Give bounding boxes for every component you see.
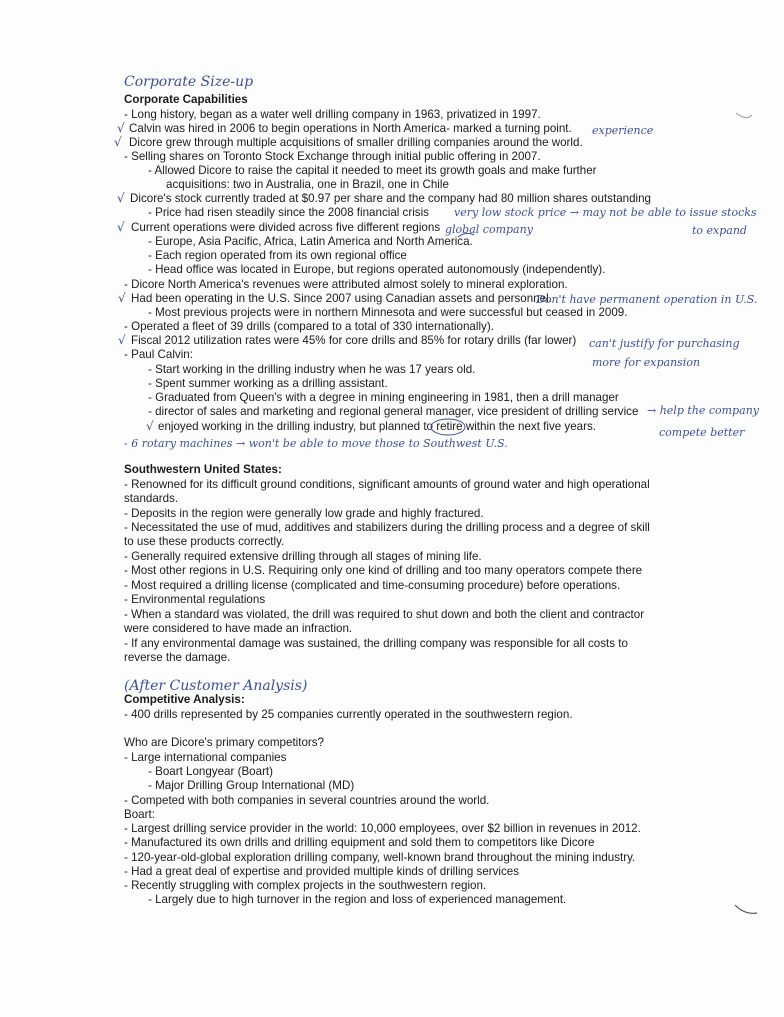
handwritten-note: experience: [592, 124, 654, 137]
section-heading: Southwestern United States:: [124, 463, 282, 476]
text-line: - Necessitated the use of mud, additives and stabilizers during the drilling process and a degree of skill: [124, 521, 650, 534]
handwritten-note: compete better: [659, 426, 745, 439]
text-line: - Selling shares on Toronto Stock Exchange through initial public offering in 2007.: [124, 150, 541, 163]
text-line: - Environmental regulations: [124, 593, 266, 606]
text-line: - Most required a drilling license (complicated and time-consuming procedure) before operations.: [124, 579, 621, 592]
text-line: - Boart Longyear (Boart): [148, 765, 274, 778]
pen-stroke-mark: [458, 233, 474, 237]
text-line: - director of sales and marketing and regional general manager, vice president of drilling service: [148, 405, 639, 418]
text-line: to use these products correctly.: [124, 535, 285, 548]
text-line: - Each region operated from its own regional office: [148, 249, 407, 262]
text-line: Dicore grew through multiple acquisitions of smaller drilling companies around the world.: [129, 136, 583, 149]
handwritten-note: to expand: [692, 224, 747, 237]
handwritten-note: can't justify for purchasing: [589, 337, 740, 350]
text-line: enjoyed working in the drilling industry, but planned to retire within the next five years.: [158, 420, 597, 433]
page-edge-mark-bottom: [735, 905, 757, 913]
text-line: - Paul Calvin:: [124, 348, 193, 361]
text-line: - Competed with both companies in several countries around the world.: [124, 794, 490, 807]
checkmark-icon: √: [117, 220, 125, 234]
text-line: - Allowed Dicore to raise the capital it needed to meet its growth goals and make further: [148, 164, 597, 177]
text-line: - Generally required extensive drilling through all stages of mining life.: [124, 550, 482, 563]
text-line: - Renowned for its difficult ground conditions, significant amounts of ground water and high operational: [124, 478, 650, 491]
text-line: - 120-year-old-global exploration drilling company, well-known brand throughout the mining industry.: [124, 851, 636, 864]
text-line: - Graduated from Queen's with a degree in mining engineering in 1981, then a drill manager: [148, 391, 619, 404]
text-line: Dicore's stock currently traded at $0.97 per share and the company had 80 million shares outstanding: [130, 192, 652, 205]
circle-retire-mark: [431, 419, 465, 435]
text-line: Fiscal 2012 utilization rates were 45% for core drills and 85% for rotary drills (far lower): [131, 334, 577, 347]
handwritten-note: very low stock price → may not be able to issue stocks: [454, 206, 757, 219]
handwritten-note: more for expansion: [592, 356, 701, 369]
text-line: - Spent summer working as a drilling assistant.: [148, 377, 388, 390]
text-line: - Most other regions in U.S. Requiring only one kind of drilling and too many operators compete there: [124, 564, 643, 577]
checkmark-icon: √: [146, 419, 154, 433]
text-line: - Major Drilling Group International (MD): [148, 779, 355, 792]
text-line: - Had a great deal of expertise and provided multiple kinds of drilling services: [124, 865, 520, 878]
text-line: were considered to have made an infraction.: [124, 622, 353, 635]
handwritten-note: Don't have permanent operation in U.S.: [536, 293, 758, 306]
page-edge-mark-top: [736, 113, 752, 118]
checkmark-icon: √: [117, 121, 125, 135]
checkmark-icon: √: [117, 191, 125, 205]
text-line: reverse the damage.: [124, 651, 231, 664]
text-line: - Europe, Asia Pacific, Africa, Latin America and North America.: [148, 235, 473, 248]
text-line: - Most previous projects were in northern Minnesota and were successful but ceased in 2009.: [148, 306, 628, 319]
text-line: Boart:: [124, 808, 155, 821]
text-line: Who are Dicore's primary competitors?: [124, 736, 325, 749]
text-line: - Start working in the drilling industry when he was 17 years old.: [148, 363, 476, 376]
checkmark-icon: √: [118, 333, 126, 347]
text-line: - Recently struggling with complex projects in the southwestern region.: [124, 879, 487, 892]
text-line: - Dicore North America's revenues were attributed almost solely to mineral exploration.: [124, 278, 568, 291]
text-line: - When a standard was violated, the drill was required to shut down and both the client and contractor: [124, 608, 645, 621]
section-heading: Corporate Capabilities: [124, 93, 248, 106]
handwritten-note: global company: [445, 223, 533, 236]
text-line: - Largest drilling service provider in the world: 10,000 employees, over $2 billion in revenues in 2012.: [124, 822, 641, 835]
checkmark-icon: √: [114, 135, 122, 149]
handwritten-note: (After Customer Analysis): [124, 678, 308, 694]
text-line: - Head office was located in Europe, but regions operated autonomously (independently).: [148, 263, 606, 276]
text-line: - Operated a fleet of 39 drills (compared to a total of 330 internationally).: [124, 320, 494, 333]
text-line: Had been operating in the U.S. Since 2007 using Canadian assets and personnel.: [131, 292, 552, 305]
text-line: acquisitions: two in Australia, one in Brazil, one in Chile: [166, 178, 449, 191]
text-line: - 400 drills represented by 25 companies currently operated in the southwestern region.: [124, 708, 573, 721]
text-line: - If any environmental damage was sustained, the drilling company was responsible for all costs to: [124, 637, 628, 650]
checkmark-icon: √: [118, 291, 126, 305]
text-line: - Deposits in the region were generally low grade and highly fractured.: [124, 507, 484, 520]
text-line: - Manufactured its own drills and drilling equipment and sold them to competitors like Dicore: [124, 836, 595, 849]
handwritten-note: Corporate Size-up: [124, 74, 254, 90]
text-line: Calvin was hired in 2006 to begin operations in North America- marked a turning point.: [129, 122, 572, 135]
handwritten-note: - 6 rotary machines → won't be able to move those to Southwest U.S.: [124, 437, 508, 450]
text-line: - Long history, began as a water well drilling company in 1963, privatized in 1997.: [124, 108, 541, 121]
text-line: Current operations were divided across five different regions: [131, 221, 441, 234]
text-line: - Largely due to high turnover in the region and loss of experienced management.: [148, 893, 567, 906]
text-line: - Price had risen steadily since the 2008 financial crisis: [148, 206, 429, 219]
text-line: - Large international companies: [124, 751, 287, 764]
section-heading: Competitive Analysis:: [124, 693, 245, 706]
handwritten-note: → help the company: [647, 404, 759, 417]
text-line: standards.: [124, 492, 179, 505]
